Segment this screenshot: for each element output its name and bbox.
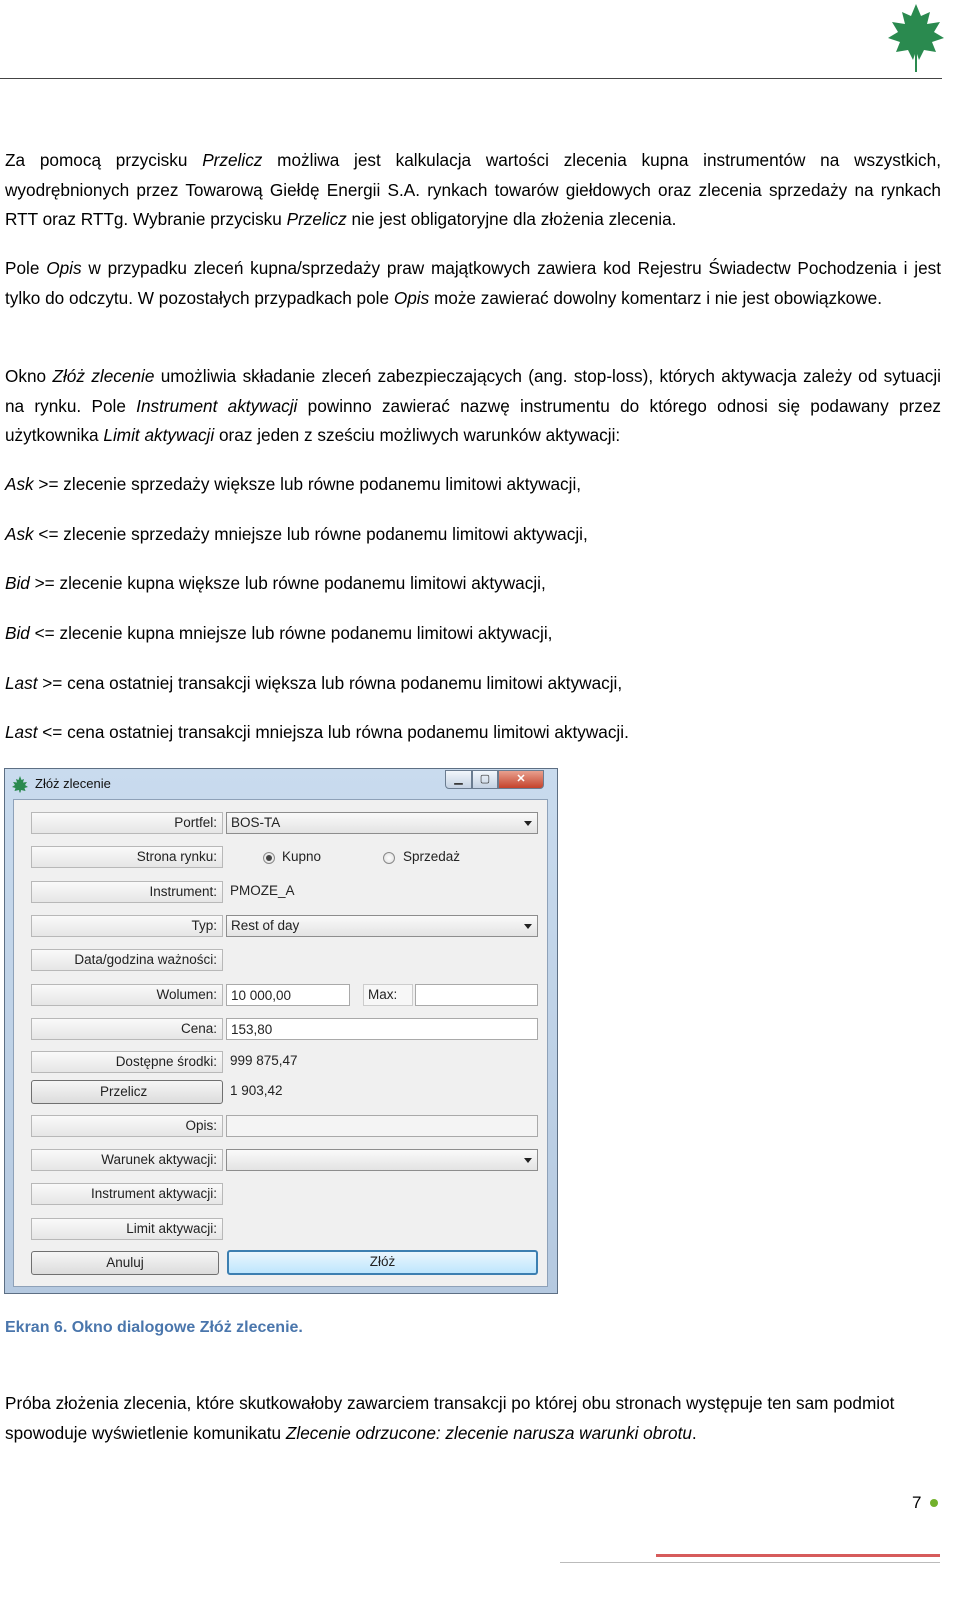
typ-select[interactable] bbox=[226, 915, 538, 937]
condition-line bbox=[5, 671, 622, 695]
przelicz-button[interactable]: Przelicz bbox=[31, 1080, 223, 1104]
order-dialog bbox=[4, 768, 558, 1294]
radio-kupno-label[interactable]: Kupno bbox=[282, 849, 322, 864]
maple-leaf-logo bbox=[886, 0, 946, 76]
radio-sprzedaz[interactable] bbox=[383, 852, 395, 864]
przelicz-value: 1 903,42 bbox=[230, 1083, 283, 1098]
typ-value: Rest of day bbox=[231, 918, 300, 933]
dialog-titlebar[interactable] bbox=[5, 769, 557, 799]
condition-op: <= bbox=[37, 722, 68, 742]
figure-caption: Ekran 6. Okno dialogowe Złóż zlecenie. bbox=[5, 1319, 303, 1336]
chevron-down-icon bbox=[524, 1158, 532, 1163]
paragraph-okno bbox=[5, 362, 941, 451]
label-limit-aktywacji: Limit aktywacji: bbox=[31, 1218, 223, 1240]
label-dostepne-srodki: Dostępne środki: bbox=[31, 1051, 223, 1073]
text: Za pomocą przycisku bbox=[5, 150, 203, 170]
condition-key: Ask bbox=[5, 474, 34, 494]
text-italic: Opis bbox=[393, 287, 430, 308]
text-italic: Przelicz bbox=[202, 150, 263, 170]
radio-sprzedaz-label[interactable]: Sprzedaż bbox=[403, 849, 461, 864]
maple-leaf-icon bbox=[11, 775, 29, 793]
condition-key: Bid bbox=[5, 623, 30, 643]
max-input[interactable] bbox=[415, 984, 538, 1006]
condition-desc: zlecenie kupna większe lub równe podanemu limitowi aktywacji, bbox=[59, 573, 546, 593]
condition-op: <= bbox=[33, 524, 64, 544]
condition-op: <= bbox=[29, 623, 60, 643]
condition-desc: zlecenie sprzedaży mniejsze lub równe podanemu limitowi aktywacji, bbox=[63, 524, 588, 544]
instrument-value: PMOZE_A bbox=[230, 883, 295, 898]
condition-desc: cena ostatniej transakcji mniejsza lub równa podanemu limitowi aktywacji. bbox=[67, 722, 629, 742]
text: w przypadku zleceń kupna/sprzedaży praw majątkowych zawiera kod Rejestru Świadectw Pochodzenia i jest tylko do odczytu. W pozostałych przypadkach pole bbox=[5, 258, 941, 308]
footer-accent-rule bbox=[656, 1554, 940, 1557]
text-italic: Przelicz bbox=[286, 209, 347, 229]
condition-desc: cena ostatniej transakcji większa lub równa podanemu limitowi aktywacji, bbox=[67, 673, 623, 693]
text: Próba złożenia zlecenia, które skutkowałoby zawarciem transakcji po której obu stronach występuje ten sam podmiot spowoduje wyświetlenie komunikatu bbox=[5, 1393, 895, 1443]
text: powinno zawierać nazwę instrumentu do którego odnosi się podawany przez użytkownika bbox=[5, 395, 941, 445]
text: Okno bbox=[5, 366, 53, 386]
condition-key: Ask bbox=[5, 524, 34, 544]
condition-line bbox=[5, 472, 581, 496]
condition-desc: zlecenie sprzedaży większe lub równe podanemu limitowi aktywacji, bbox=[63, 474, 582, 494]
condition-line bbox=[5, 522, 588, 546]
label-typ: Typ: bbox=[31, 915, 223, 937]
text-italic: Opis bbox=[46, 258, 82, 278]
condition-key: Bid bbox=[5, 573, 30, 593]
label-cena: Cena: bbox=[31, 1018, 223, 1040]
paragraph-opis bbox=[5, 254, 941, 313]
dostepne-srodki-value: 999 875,47 bbox=[230, 1053, 298, 1068]
condition-op: >= bbox=[37, 673, 68, 693]
label-strona-rynku: Strona rynku: bbox=[31, 846, 223, 868]
chevron-down-icon bbox=[524, 821, 532, 826]
footer-rule bbox=[560, 1562, 940, 1563]
opis-input[interactable] bbox=[226, 1115, 538, 1137]
label-instrument: Instrument: bbox=[31, 881, 223, 903]
text: . bbox=[691, 1422, 697, 1443]
condition-desc: zlecenie kupna mniejsze lub równe podanemu limitowi aktywacji, bbox=[59, 623, 553, 643]
dialog-title: Złóż zlecenie bbox=[35, 776, 111, 791]
dialog-client-area bbox=[13, 799, 548, 1287]
text: możliwa jest kalkulacja wartości zlecenia kupna instrumentów na wszystkich, wyodrębnionych przez Towarową Giełdę Energii S.A. rynkach towarów giełdowych oraz zlecenia sprzedaży na rynkach RTT oraz RTTg. Wybranie przycisku bbox=[5, 150, 941, 229]
label-wolumen: Wolumen: bbox=[31, 984, 223, 1006]
text: oraz jeden z sześciu możliwych warunków aktywacji: bbox=[214, 425, 621, 445]
warunek-aktywacji-select[interactable] bbox=[226, 1149, 538, 1171]
close-button[interactable]: ✕ bbox=[498, 770, 544, 789]
portfel-value: BOS-TA bbox=[231, 815, 281, 830]
anuluj-button[interactable]: Anuluj bbox=[31, 1251, 219, 1275]
chevron-down-icon bbox=[524, 924, 532, 929]
condition-op: >= bbox=[33, 474, 64, 494]
condition-key: Last bbox=[5, 673, 38, 693]
condition-op: >= bbox=[29, 573, 60, 593]
page-number: 7 bbox=[912, 1493, 922, 1512]
condition-line bbox=[5, 621, 552, 645]
text: może zawierać dowolny komentarz i nie jest obowiązkowe. bbox=[429, 287, 882, 308]
condition-line bbox=[5, 571, 546, 595]
maximize-button[interactable]: ▢ bbox=[472, 770, 498, 789]
label-warunek-aktywacji: Warunek aktywacji: bbox=[31, 1149, 223, 1171]
text-italic: Zlecenie odrzucone: zlecenie narusza warunki obrotu bbox=[285, 1422, 692, 1443]
label-portfel: Portfel: bbox=[31, 812, 223, 834]
wolumen-input[interactable] bbox=[226, 984, 350, 1006]
text: nie jest obligatoryjne dla złożenia zlecenia. bbox=[346, 209, 677, 229]
paragraph-proba bbox=[5, 1389, 941, 1448]
text-italic: Instrument aktywacji bbox=[136, 395, 298, 416]
zloz-button[interactable]: Złóż bbox=[227, 1250, 538, 1275]
label-opis: Opis: bbox=[31, 1115, 223, 1137]
condition-line bbox=[5, 720, 629, 744]
minimize-button[interactable]: ▁ bbox=[445, 770, 472, 789]
bullet-dot-icon bbox=[930, 1499, 938, 1507]
label-max: Max: bbox=[363, 984, 413, 1006]
cena-input[interactable] bbox=[226, 1018, 538, 1040]
radio-kupno[interactable] bbox=[263, 852, 275, 864]
text: umożliwia składanie zleceń zabezpieczających (ang. stop-loss), których aktywacja zależy od sytuacji na rynku. Pole bbox=[5, 366, 941, 416]
text: Pole bbox=[5, 258, 47, 278]
text-italic: Limit aktywacji bbox=[103, 425, 215, 445]
header-rule bbox=[0, 78, 942, 79]
condition-key: Last bbox=[5, 722, 38, 742]
portfel-select[interactable] bbox=[226, 812, 538, 834]
label-data-waznosci: Data/godzina ważności: bbox=[31, 949, 223, 971]
paragraph-przelicz bbox=[5, 146, 941, 235]
text-italic: Złóż zlecenie bbox=[52, 366, 155, 386]
label-instrument-aktywacji: Instrument aktywacji: bbox=[31, 1183, 223, 1205]
